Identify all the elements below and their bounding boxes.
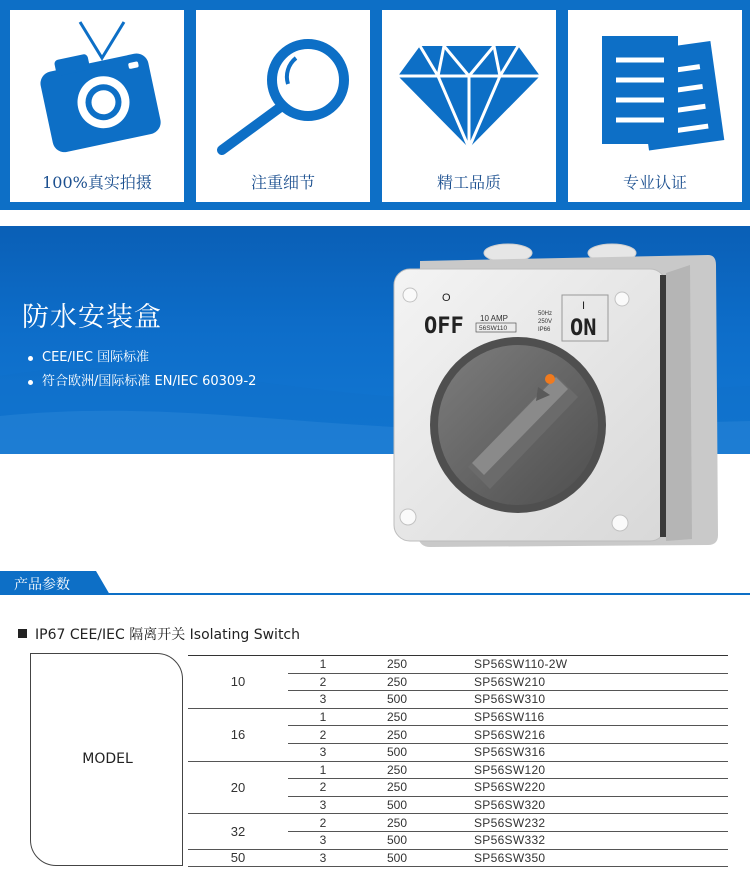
volts-cell: 250	[358, 656, 436, 674]
poles-cell: 1	[288, 708, 358, 726]
section-title	[18, 624, 300, 644]
feature-card-quality	[382, 10, 556, 202]
volts-cell: 500	[358, 796, 436, 814]
amp-cell: 50	[188, 849, 288, 867]
camera-icon	[10, 10, 184, 160]
off-label: OFF	[424, 314, 464, 339]
params-heading-rule	[0, 593, 750, 595]
rating-ip: IP66	[538, 327, 551, 333]
switch-box-image	[390, 235, 730, 555]
rating-volt: 250V	[538, 319, 553, 325]
table-row	[188, 814, 728, 832]
feature-card-photo	[10, 10, 184, 202]
model-label: MODEL	[82, 751, 133, 767]
code-cell: SP56SW220	[436, 779, 728, 797]
model-tag: 56SW110	[479, 325, 508, 332]
params-heading-label: 产品参数	[14, 577, 70, 593]
code-cell: SP56SW320	[436, 796, 728, 814]
feature-bullets	[28, 346, 256, 394]
table-row	[188, 708, 728, 726]
diamond-icon	[382, 10, 556, 160]
section-title-text: IP67 CEE/IEC 隔离开关 Isolating Switch	[35, 627, 301, 643]
banner-title: 防水安装盒	[22, 302, 162, 333]
table-row	[188, 761, 728, 779]
poles-cell: 2	[288, 726, 358, 744]
volts-cell: 500	[358, 849, 436, 867]
off-symbol: O	[442, 292, 451, 304]
volts-cell: 250	[358, 673, 436, 691]
code-cell: SP56SW116	[436, 708, 728, 726]
spec-table	[188, 655, 728, 867]
indicator-dot	[545, 374, 555, 384]
poles-cell: 1	[288, 761, 358, 779]
feature-label-cert: 专业认证	[622, 173, 687, 192]
feature-card-detail	[196, 10, 370, 202]
magnifier-icon	[196, 10, 370, 160]
model-box	[30, 653, 183, 866]
volts-cell: 250	[358, 814, 436, 832]
square-bullet-icon	[18, 629, 27, 638]
amp-cell: 16	[188, 708, 288, 761]
volts-cell: 500	[358, 831, 436, 849]
code-cell: SP56SW210	[436, 673, 728, 691]
certificate-icon	[568, 10, 742, 160]
feature-card-cert	[568, 10, 742, 202]
params-heading	[0, 571, 750, 595]
on-symbol: I	[582, 300, 586, 312]
code-cell: SP56SW120	[436, 761, 728, 779]
code-cell: SP56SW332	[436, 831, 728, 849]
feature-label-photo: 100%真实拍摄	[42, 173, 152, 192]
feature-label-detail: 注重细节	[250, 173, 315, 192]
feature-label-quality: 精工品质	[436, 173, 501, 192]
volts-cell: 250	[358, 726, 436, 744]
poles-cell: 1	[288, 656, 358, 674]
volts-cell: 250	[358, 779, 436, 797]
bullet-item: 符合欧洲/国际标准 EN/IEC 60309-2	[28, 370, 256, 394]
poles-cell: 3	[288, 831, 358, 849]
poles-cell: 3	[288, 743, 358, 761]
volts-cell: 500	[358, 743, 436, 761]
poles-cell: 3	[288, 849, 358, 867]
poles-cell: 3	[288, 796, 358, 814]
poles-cell: 3	[288, 691, 358, 709]
on-label: ON	[570, 316, 597, 341]
bullet-item: CEE/IEC 国际标准	[28, 346, 256, 370]
code-cell: SP56SW110-2W	[436, 656, 728, 674]
code-cell: SP56SW216	[436, 726, 728, 744]
code-cell: SP56SW350	[436, 849, 728, 867]
volts-cell: 250	[358, 708, 436, 726]
amp-cell: 32	[188, 814, 288, 849]
code-cell: SP56SW310	[436, 691, 728, 709]
poles-cell: 2	[288, 673, 358, 691]
feature-band	[0, 0, 750, 210]
amp-cell: 20	[188, 761, 288, 814]
amp-label: 10 AMP	[480, 314, 509, 323]
volts-cell: 500	[358, 691, 436, 709]
volts-cell: 250	[358, 761, 436, 779]
code-cell: SP56SW316	[436, 743, 728, 761]
poles-cell: 2	[288, 779, 358, 797]
code-cell: SP56SW232	[436, 814, 728, 832]
rating-hz: 50Hz	[538, 311, 553, 317]
amp-cell: 10	[188, 656, 288, 709]
table-row	[188, 656, 728, 674]
poles-cell: 2	[288, 814, 358, 832]
table-row	[188, 849, 728, 867]
